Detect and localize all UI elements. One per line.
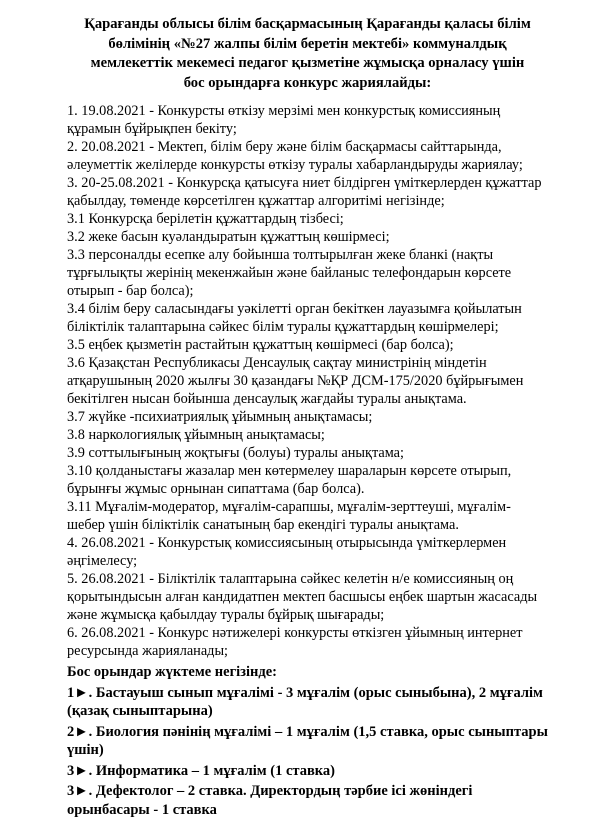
procedure-item-4: 4. 26.08.2021 - Конкурстық комиссиясының отырысында үміткерлермен әңгімелесу;: [67, 535, 507, 569]
procedure-item-3-11: 3.11 Мұғалім-модератор, мұғалім-сарапшы, мұғалім-зерттеуші, мұғалім-шебер үшін біліктілік санатының бар екендігі туралы анықтама.: [67, 499, 511, 533]
procedure-item-2: 2. 20.08.2021 - Мектеп, білім беру және білім басқармасы сайттарында, әлеуметтік желілерде конкурсты өткізу туралы хабарландыруды жариялау;: [67, 139, 523, 173]
procedure-item-3-1: 3.1 Конкурсқа берілетін құжаттардың тізбесі;: [67, 211, 344, 227]
procedure-item-3-4: 3.4 білім беру саласындағы уәкілетті орган бекіткен лауазымға қойылатын біліктілік талаптарына сәйкес білім туралы құжаттардың көшірмелері;: [67, 301, 522, 335]
vacancy-item-biology-teacher: 2►. Биология пәнінің мұғалімі – 1 мұғалім (1,5 ставка, орыс сыныптары үшін): [67, 723, 548, 758]
procedure-item-1: 1. 19.08.2021 - Конкурсты өткізу мерзімі мен конкурстық комиссияның құрамын бұйрықпен бекіту;: [67, 103, 501, 137]
procedure-item-3-6: 3.6 Қазақстан Республикасы Денсаулық сақтау министрінің міндетін атқарушының 2020 жылғы 30 қазандағы №ҚР ДСМ-175/2020 бұйрығымен бекітілген нысан бойынша денсаулық жағдайы туралы анықтама.: [67, 355, 524, 407]
procedure-item-3-5: 3.5 еңбек қызметін растайтын құжаттың көшірмесі (бар болса);: [67, 337, 454, 353]
procedure-item-3: 3. 20-25.08.2021 - Конкурсқа қатысуға ниет білдірген үміткерлерден құжаттар қабылдау, төменде көрсетілген құжаттар алгоритімі негізінде;: [67, 175, 542, 209]
vacancy-item-defectologist: 3►. Дефектолог – 2 ставка. Директордың тәрбие ісі жөніндегі орынбасары - 1 ставка: [67, 783, 473, 818]
procedure-item-3-8: 3.8 наркологиялық ұйымның анықтамасы;: [67, 427, 325, 443]
vacancy-item-informatics-teacher: 3►. Информатика – 1 мұғалім (1 ставка): [67, 762, 335, 779]
procedure-item-3-7: 3.7 жүйке -психиатриялық ұйымның анықтамасы;: [67, 409, 373, 425]
procedure-item-3-10: 3.10 қолданыстағы жазалар мен көтермелеу шараларын көрсете отырып, бұрынғы жұмыс орнынан сипаттама (бар болса).: [67, 463, 512, 497]
procedure-item-3-9: 3.9 соттылығының жоқтығы (болуы) туралы анықтама;: [67, 445, 405, 461]
procedure-item-5: 5. 26.08.2021 - Біліктілік талаптарына сәйкес келетін н/е комиссияның оң қорытындысын алған кандидатпен мектеп басшысы еңбек шартын жасасады және жұмысқа қабылдау туралы бұйрық шығарады;: [67, 571, 538, 623]
vacancies-heading: Бос орындар жүктеме негізінде:: [67, 664, 277, 680]
vacancy-item-primary-teacher: 1►. Бастауыш сынып мұғалімі - 3 мұғалім (орыс сыныбына), 2 мұғалім (қазақ сыныптарына): [67, 684, 543, 719]
document-title: Қарағанды облысы білім басқармасының Қарағанды қаласы білім бөлімінің «№27 жалпы білім беретін мектебі» коммуналдық мемлекеттік мекемесі педагог қызметіне жұмысқа орналасу үшін бос орындарға конкурс жариялайды:: [84, 16, 531, 91]
procedure-item-3-2: 3.2 жеке басын куәландыратын құжаттың көшірмесі;: [67, 229, 390, 245]
procedure-item-3-3: 3.3 персоналды есепке алу бойынша толтырылған жеке бланкі (нақты тұрғылықты жерінің мекенжайын және байланыс телефондарын көрсете отырып - бар болса);: [67, 247, 512, 299]
procedure-item-6: 6. 26.08.2021 - Конкурс нәтижелері конкурсты өткізген ұйымның интернет ресурсында жарияланады;: [67, 625, 523, 659]
